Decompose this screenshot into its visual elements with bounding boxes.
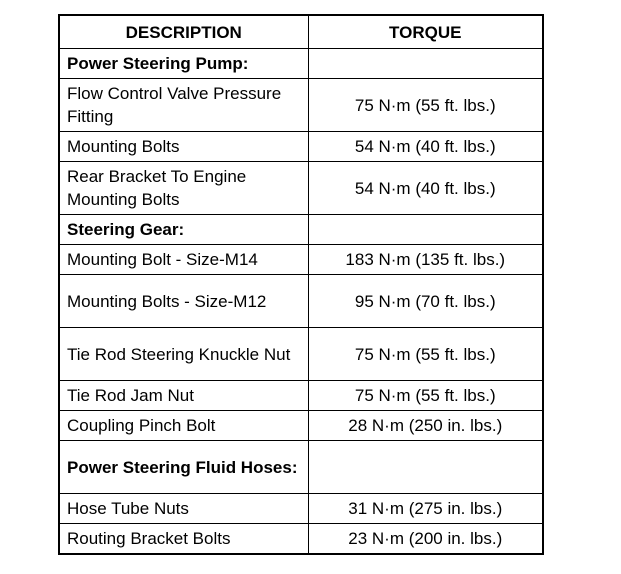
description-cell: Coupling Pinch Bolt [59,411,308,441]
description-cell: Mounting Bolt - Size-M14 [59,245,308,275]
torque-cell: 75 N·m (55 ft. lbs.) [308,79,543,132]
table-row [59,162,543,215]
torque-cell: 54 N·m (40 ft. lbs.) [308,132,543,162]
torque-cell [308,49,543,79]
table-row-section-power-steering-pump [59,49,543,79]
torque-cell: 75 N·m (55 ft. lbs.) [308,381,543,411]
torque-cell: 95 N·m (70 ft. lbs.) [308,275,543,328]
table-row [59,245,543,275]
description-column-header: DESCRIPTION [59,15,308,49]
torque-cell [308,215,543,245]
torque-cell: 54 N·m (40 ft. lbs.) [308,162,543,215]
description-cell: Mounting Bolts [59,132,308,162]
description-cell: Routing Bracket Bolts [59,524,308,555]
torque-cell: 31 N·m (275 in. lbs.) [308,494,543,524]
table-row-section-steering-gear [59,215,543,245]
table-row [59,132,543,162]
table-row [59,524,543,555]
torque-cell [308,441,543,494]
description-cell: Mounting Bolts - Size-M12 [59,275,308,328]
table-header-row [59,15,543,49]
table-row [59,275,543,328]
description-cell: Power Steering Pump: [59,49,308,79]
table-row [59,328,543,381]
description-cell: Flow Control Valve Pressure Fitting [59,79,308,132]
table-row-section-power-steering-fluid-hoses [59,441,543,494]
description-cell: Power Steering Fluid Hoses: [59,441,308,494]
table-row [59,494,543,524]
torque-cell: 183 N·m (135 ft. lbs.) [308,245,543,275]
description-cell: Steering Gear: [59,215,308,245]
description-cell: Tie Rod Steering Knuckle Nut [59,328,308,381]
torque-cell: 75 N·m (55 ft. lbs.) [308,328,543,381]
description-cell: Tie Rod Jam Nut [59,381,308,411]
description-cell: Rear Bracket To Engine Mounting Bolts [59,162,308,215]
torque-cell: 23 N·m (200 in. lbs.) [308,524,543,555]
torque-cell: 28 N·m (250 in. lbs.) [308,411,543,441]
table-row [59,79,543,132]
table-row [59,381,543,411]
torque-column-header: TORQUE [308,15,543,49]
description-cell: Hose Tube Nuts [59,494,308,524]
torque-specifications-table [58,14,544,555]
table-row [59,411,543,441]
